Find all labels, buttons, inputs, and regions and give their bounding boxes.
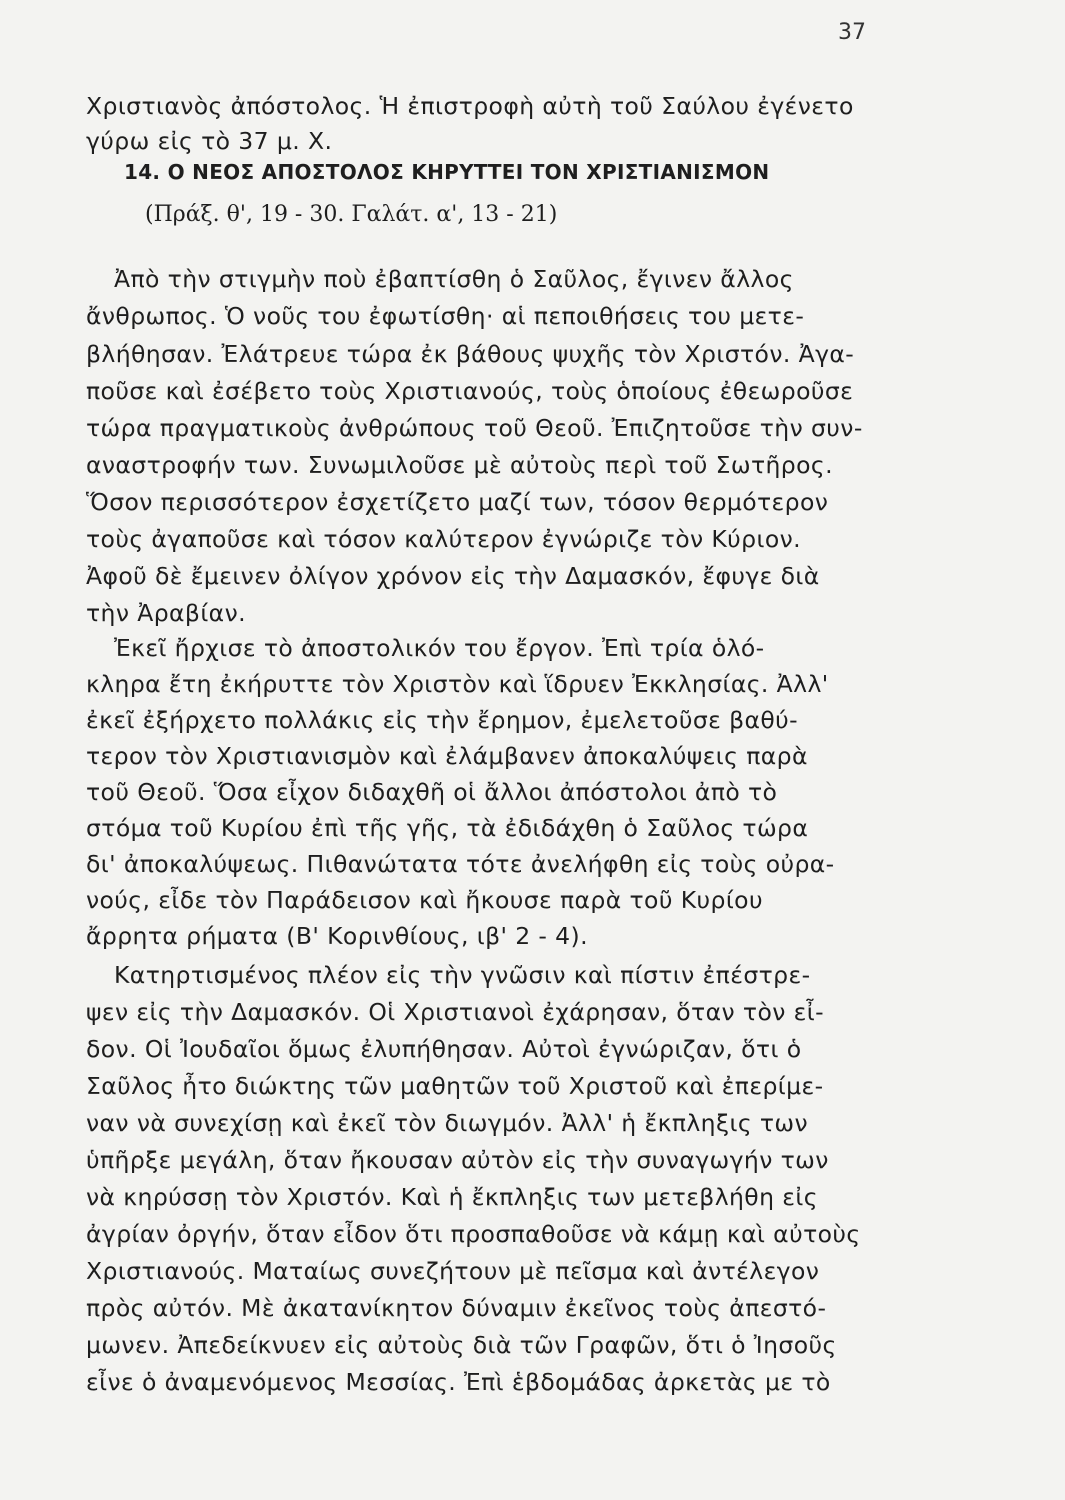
text-line: ἐκεῖ ἐξήρχετο πολλάκις εἰς τὴν ἔρημον, ἐμελετοῦσε βαθύ- [86, 706, 799, 734]
section-heading: 14. Ο ΝΕΟΣ ΑΠΟΣΤΟΛΟΣ ΚΗΡΥΤΤΕΙ ΤΟΝ ΧΡΙΣΤΙΑΝΙΣΜΟΝ [124, 160, 770, 184]
text-line: ὑπῆρξε μεγάλη, ὅταν ἤκουσαν αὐτὸν εἰς τὴν συναγωγήν των [86, 1146, 829, 1174]
text-line: στόμα τοῦ Κυρίου ἐπὶ τῆς γῆς, τὰ ἐδιδάχθη ὁ Σαῦλος τώρα [86, 814, 809, 842]
text-line: ἄνθρωπος. Ὁ νοῦς του ἐφωτίσθη· αἱ πεποιθήσεις του μετε- [86, 302, 805, 330]
text-line: δον. Οἱ Ἰουδαῖοι ὅμως ἐλυπήθησαν. Αὐτοὶ ἐγνώριζαν, ὅτι ὁ [86, 1035, 802, 1063]
text-line: τοῦ Θεοῦ. Ὅσα εἶχον διδαχθῆ οἱ ἄλλοι ἀπόστολοι ἀπὸ τὸ [86, 778, 778, 806]
text-line: Ἐκεῖ ἤρχισε τὸ ἀποστολικόν του ἔργον. Ἐπὶ τρία ὁλό- [114, 634, 765, 662]
text-line: νὰ κηρύσσῃ τὸν Χριστόν. Καὶ ἡ ἔκπληξις των μετεβλήθη εἰς [86, 1183, 818, 1211]
text-line: κληρα ἔτη ἐκήρυττε τὸν Χριστὸν καὶ ἵδρυεν Ἐκκλησίας. Ἀλλ' [86, 670, 829, 698]
text-line: ἄρρητα ρήματα (Β' Κορινθίους, ιβ' 2 - 4). [86, 922, 588, 950]
text-line: ψεν εἰς τὴν Δαμασκόν. Οἱ Χριστιανοὶ ἐχάρησαν, ὅταν τὸν εἶ- [86, 998, 824, 1026]
section-reference: (Πράξ. θ', 19 - 30. Γαλάτ. α', 13 - 21) [145, 202, 558, 227]
text-line: Χριστιανὸς ἀπόστολος. Ἡ ἐπιστροφὴ αὐτὴ τοῦ Σαύλου ἐγένετο [86, 92, 854, 120]
page-number: 37 [838, 20, 866, 45]
text-line: πρὸς αὐτόν. Μὲ ἀκατανίκητον δύναμιν ἐκεῖνος τοὺς ἀπεστό- [86, 1294, 827, 1322]
text-line: εἶνε ὁ ἀναμενόμενος Μεσσίας. Ἐπὶ ἑβδομάδας ἀρκετὰς με τὸ [86, 1368, 831, 1396]
text-line: τὴν Ἀραβίαν. [86, 599, 246, 627]
text-line: βλήθησαν. Ἐλάτρευε τώρα ἐκ βάθους ψυχῆς τὸν Χριστόν. Ἀγα- [86, 340, 855, 368]
text-line: δι' ἀποκαλύψεως. Πιθανώτατα τότε ἀνελήφθη εἰς τοὺς οὐρα- [86, 850, 835, 878]
text-line: γύρω εἰς τὸ 37 μ. Χ. [86, 127, 333, 155]
text-line: Κατηρτισμένος πλέον εἰς τὴν γνῶσιν καὶ πίστιν ἐπέστρε- [114, 961, 811, 989]
text-line: Χριστιανούς. Ματαίως συνεζήτουν μὲ πεῖσμα καὶ ἀντέλεγον [86, 1257, 820, 1285]
text-line: τώρα πραγματικοὺς ἀνθρώπους τοῦ Θεοῦ. Ἐπιζητοῦσε τὴν συν- [86, 414, 863, 442]
text-line: αναστροφήν των. Συνωμιλοῦσε μὲ αὐτοὺς περὶ τοῦ Σωτῆρος. [86, 451, 833, 479]
text-line: ποῦσε καὶ ἐσέβετο τοὺς Χριστιανούς, τοὺς ὁποίους ἐθεωροῦσε [86, 377, 854, 405]
text-line: ἀγρίαν ὀργήν, ὅταν εἶδον ὅτι προσπαθοῦσε νὰ κάμῃ καὶ αὐτοὺς [86, 1220, 861, 1248]
text-line: Ἀπὸ τὴν στιγμὴν ποὺ ἐβαπτίσθη ὁ Σαῦλος, ἔγινεν ἄλλος [114, 265, 794, 293]
text-line: Ὅσον περισσότερον ἐσχετίζετο μαζί των, τόσον θερμότερον [86, 488, 829, 516]
text-line: Σαῦλος ἦτο διώκτης τῶν μαθητῶν τοῦ Χριστοῦ καὶ ἐπερίμε- [86, 1072, 824, 1100]
text-line: τοὺς ἀγαποῦσε καὶ τόσον καλύτερον ἐγνώριζε τὸν Κύριον. [86, 525, 802, 553]
text-line: Ἀφοῦ δὲ ἔμεινεν ὀλίγον χρόνον εἰς τὴν Δαμασκόν, ἔφυγε διὰ [86, 562, 820, 590]
text-line: τερον τὸν Χριστιανισμὸν καὶ ἐλάμβανεν ἀποκαλύψεις παρὰ [86, 742, 808, 770]
text-line: νούς, εἶδε τὸν Παράδεισον καὶ ἤκουσε παρὰ τοῦ Κυρίου [86, 886, 763, 914]
text-line: ναν νὰ συνεχίσῃ καὶ ἐκεῖ τὸν διωγμόν. Ἀλλ' ἡ ἔκπληξις των [86, 1109, 809, 1137]
text-line: μωνεν. Ἀπεδείκνυεν εἰς αὐτοὺς διὰ τῶν Γραφῶν, ὅτι ὁ Ἰησοῦς [86, 1331, 837, 1359]
